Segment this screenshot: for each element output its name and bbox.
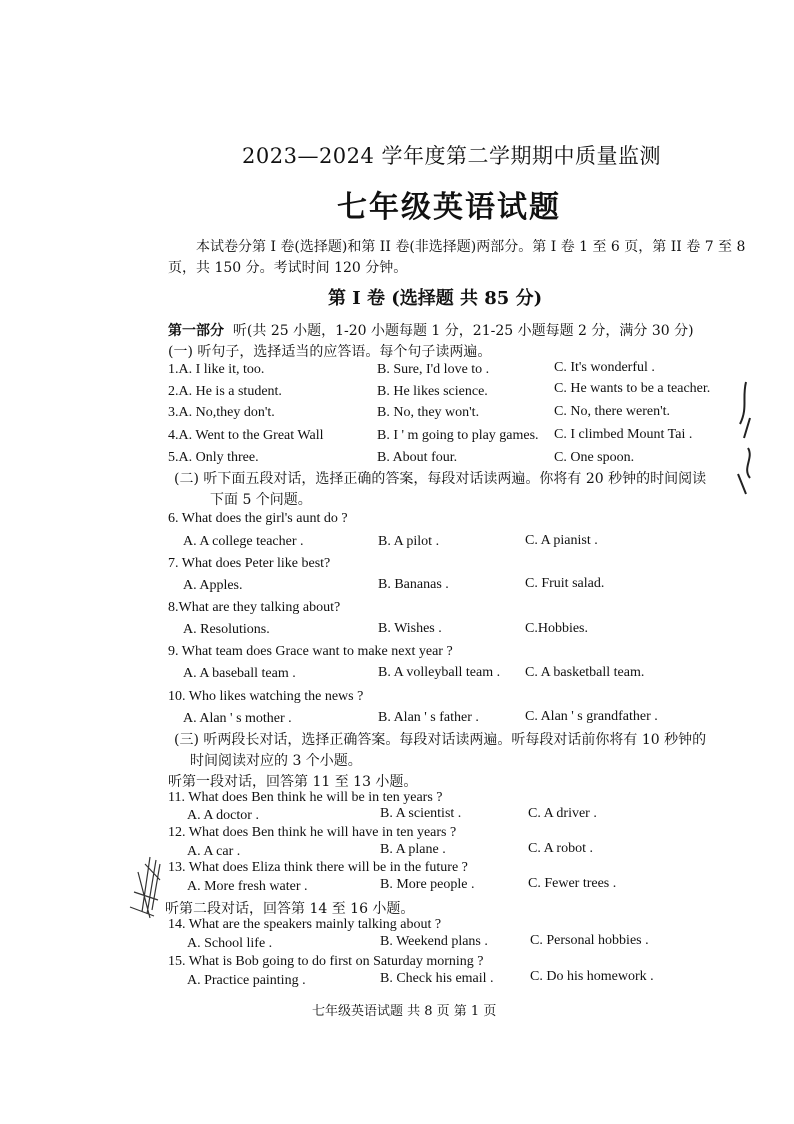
- q15-stem: 15. What is Bob going to do first on Saturday morning ?: [168, 954, 484, 969]
- q5-option-a: 5.A. Only three.: [168, 450, 259, 465]
- q2-option-b: B. He likes science.: [377, 384, 488, 399]
- q5-option-b: B. About four.: [377, 450, 458, 465]
- q10-stem: 10. Who likes watching the news ?: [168, 689, 364, 704]
- q13-stem: 13. What does Eliza think there will be in the future ?: [168, 860, 468, 875]
- q12-stem: 12. What does Ben think he will have in ten years ?: [168, 825, 457, 840]
- q15-option-b: B. Check his email .: [380, 971, 494, 986]
- q10-option-a: A. Alan ' s mother .: [183, 711, 292, 726]
- section-1-header: (一) 听句子，选择适当的应答语。每个句子读两遍。: [168, 344, 492, 360]
- q7-stem: 7. What does Peter like best?: [168, 556, 331, 571]
- q9-stem: 9. What team does Grace want to make next year ?: [168, 644, 453, 659]
- volume-1-title: 第 I 卷 (选择题 共 85 分): [328, 288, 543, 309]
- q7-option-b: B. Bananas .: [378, 577, 449, 592]
- exam-subtitle: 七年级英语试题: [337, 190, 561, 225]
- q7-option-a: A. Apples.: [183, 578, 243, 593]
- q3-option-c: C. No, there weren't.: [554, 404, 671, 419]
- q13-option-a: A. More fresh water .: [187, 879, 308, 894]
- q4-option-b: B. I ' m going to play games.: [377, 428, 539, 443]
- exam-title: 2023—2024 学年度第二学期期中质量监测: [242, 144, 662, 168]
- section-2-header-line-1: (二) 听下面五段对话，选择正确的答案，每段对话读两遍。你将有 20 秒钟的时间阅读: [174, 471, 707, 487]
- section-3-header-line-1: (三) 听两段长对话，选择正确答案。每段对话读两遍。听每段对话前你将有 10 秒钟的: [174, 732, 707, 748]
- margin-pen-mark: [730, 378, 760, 498]
- q11-option-c: C. A driver .: [528, 806, 597, 821]
- q11-stem: 11. What does Ben think he will be in ten years ?: [168, 790, 443, 805]
- q14-stem: 14. What are the speakers mainly talking about ?: [168, 917, 442, 932]
- q2-option-a: 2.A. He is a student.: [168, 384, 282, 399]
- q3-option-a: 3.A. No,they don't.: [168, 405, 275, 420]
- q12-option-c: C. A robot .: [528, 841, 593, 856]
- q13-option-b: B. More people .: [380, 877, 475, 892]
- intro-line-1: 本试卷分第 I 卷(选择题)和第 II 卷(非选择题)两部分。第 I 卷 1 至 6 页，第 II 卷 7 至 8: [196, 239, 746, 255]
- q9-option-b: B. A volleyball team .: [378, 665, 501, 680]
- q6-option-b: B. A pilot .: [378, 534, 440, 549]
- q4-option-c: C. I climbed Mount Tai .: [554, 427, 693, 442]
- q15-option-c: C. Do his homework .: [530, 969, 654, 984]
- page-footer: 七年级英语试题 共 8 页 第 1 页: [312, 1004, 497, 1019]
- q11-option-b: B. A scientist .: [380, 806, 462, 821]
- q9-option-a: A. A baseball team .: [183, 666, 296, 681]
- q14-option-c: C. Personal hobbies .: [530, 933, 649, 948]
- q13-option-c: C. Fewer trees .: [528, 876, 617, 891]
- intro-line-2: 页，共 150 分。考试时间 120 分钟。: [168, 260, 408, 276]
- q1-option-a: 1.A. I like it, too.: [168, 362, 265, 377]
- q6-option-c: C. A pianist .: [525, 533, 598, 548]
- part-1-desc: 听(共 25 小题，1-20 小题每题 1 分，21-25 小题每题 2 分，满分 30 分): [232, 323, 694, 339]
- part-1-label: 第一部分: [168, 323, 224, 339]
- q3-option-b: B. No, they won't.: [377, 405, 480, 420]
- q8-stem: 8.What are they talking about?: [168, 600, 341, 615]
- q8-option-a: A. Resolutions.: [183, 622, 270, 637]
- q5-option-c: C. One spoon.: [554, 450, 635, 465]
- q14-option-a: A. School life .: [187, 936, 273, 951]
- q14-option-b: B. Weekend plans .: [380, 934, 488, 949]
- q1-option-c: C. It's wonderful .: [554, 360, 655, 375]
- pen-scribble-mark: [120, 852, 170, 922]
- dialog-2-intro: 听第二段对话，回答第 14 至 16 小题。: [165, 901, 415, 917]
- q1-option-b: B. Sure, I'd love to .: [377, 362, 490, 377]
- q4-option-a: 4.A. Went to the Great Wall: [168, 428, 324, 443]
- section-3-header-line-2: 时间阅读对应的 3 个小题。: [190, 753, 362, 769]
- q8-option-c: C.Hobbies.: [525, 621, 588, 636]
- q10-option-c: C. Alan ' s grandfather .: [525, 709, 658, 724]
- q9-option-c: C. A basketball team.: [525, 665, 645, 680]
- q15-option-a: A. Practice painting .: [187, 973, 306, 988]
- part-1-heading: [168, 320, 694, 340]
- q8-option-b: B. Wishes .: [378, 621, 442, 636]
- q10-option-b: B. Alan ' s father .: [378, 710, 479, 725]
- q6-stem: 6. What does the girl's aunt do ?: [168, 511, 348, 526]
- dialog-1-intro: 听第一段对话，回答第 11 至 13 小题。: [168, 774, 418, 790]
- section-2-header-line-2: 下面 5 个问题。: [210, 492, 312, 508]
- q2-option-c: C. He wants to be a teacher.: [554, 381, 711, 396]
- q12-option-b: B. A plane .: [380, 842, 446, 857]
- q11-option-a: A. A doctor .: [187, 808, 259, 823]
- q6-option-a: A. A college teacher .: [183, 534, 304, 549]
- q12-option-a: A. A car .: [187, 844, 241, 859]
- q7-option-c: C. Fruit salad.: [525, 576, 605, 591]
